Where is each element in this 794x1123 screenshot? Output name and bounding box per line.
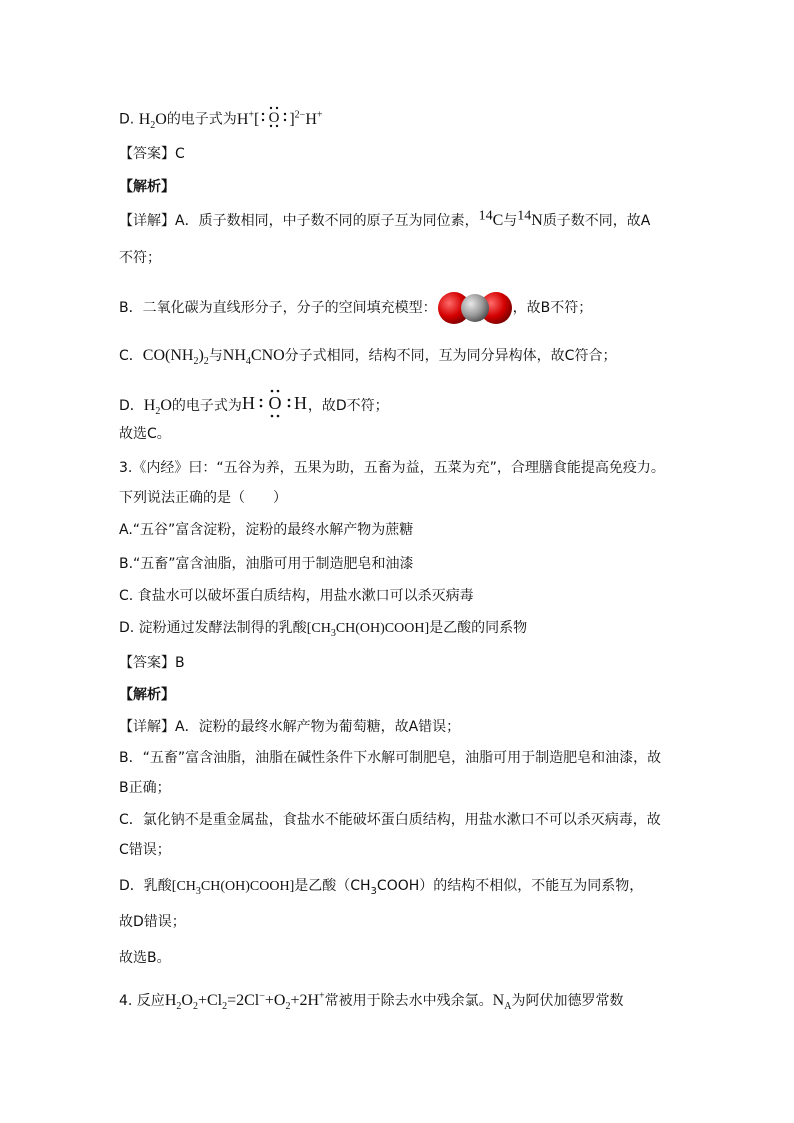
question-3-option-c: C. 食盐水可以破坏蛋白质结构，用盐水漱口可以杀灭病毒 bbox=[119, 588, 474, 604]
svg-text:O: O bbox=[268, 393, 282, 413]
answer-label: 【答案】C bbox=[119, 146, 185, 162]
analysis-label-2: 【解析】 bbox=[119, 687, 175, 703]
detail-b-line: B．二氧化碳为直线形分子，分子的空间填充模型： ，故B不符； bbox=[119, 286, 592, 330]
detail-c-line: C．$CO(NH_2)_2$与$NH_4CNO$分子式相同，结构不同，互为同分异构体，故C符合； bbox=[119, 347, 617, 368]
detail-d-line-2: D．乳酸$[CH_3CH(OH)COOH]$是乙酸$(CH_3COOH)$的结构不相似，不能互为同系物， bbox=[119, 878, 644, 897]
svg-text:O: O bbox=[268, 110, 280, 126]
detail-d-line: D．$H_2O$的电子式为 H O H ，故D不符； bbox=[119, 388, 389, 424]
electron-formula-ionic: H+[ O ]$^{2-}$H+ bbox=[237, 111, 323, 128]
question-3-stem: 3.《内经》曰：“五谷为养，五果为助，五畜为益，五菜为充”，合理膳食能提高免疫力。 bbox=[119, 460, 665, 476]
detail-d-cont-2: 故D错误； bbox=[119, 914, 186, 930]
formula-h2o: $H_2O$ bbox=[138, 110, 167, 131]
question-3-option-b: B.“五畜”富含油脂，油脂可用于制造肥皂和油漆 bbox=[119, 556, 414, 572]
question-4-stem: 4. 反应$H_2O_2+Cl_2=2Cl^-+O_2+2H^+$常被用于除去水中残余氯。$N_A$为阿伏加德罗常数 bbox=[119, 990, 624, 1013]
detail-b-line-2: B．“五畜”富含油脂，油脂在碱性条件下水解可制肥皂，油脂可用于制造肥皂和油漆，故 bbox=[119, 750, 662, 766]
detail-a-line-2: 【详解】A．淀粉的最终水解产物为葡萄糖，故A错误； bbox=[119, 719, 461, 735]
detail-a-cont: 不符； bbox=[119, 250, 161, 266]
co2-space-filling-model-icon bbox=[437, 286, 513, 330]
detail-c-cont-2: C错误； bbox=[119, 842, 171, 858]
oxygen-lone-pairs-icon bbox=[259, 106, 289, 134]
question-3-option-d: D. 淀粉通过发酵法制得的乳酸$[CH_3CH(OH)COOH]$是乙酸的同系物 bbox=[119, 620, 528, 639]
answer-label-2: 【答案】B bbox=[119, 655, 185, 671]
question-3-prompt: 下列说法正确的是（ ） bbox=[119, 490, 287, 506]
h2o-electron-formula-icon bbox=[242, 388, 308, 424]
analysis-label: 【解析】 bbox=[119, 179, 175, 195]
detail-b-cont-2: B正确； bbox=[119, 780, 171, 796]
svg-text:H: H bbox=[241, 393, 255, 413]
conclusion-c: 故选C。 bbox=[119, 426, 171, 442]
detail-c-line-2: C．氯化钠不是重金属盐，食盐水不能破坏蛋白质结构，用盐水漱口不可以杀灭病毒，故 bbox=[119, 812, 661, 828]
question-3-option-a: A.“五谷”富含淀粉，淀粉的最终水解产物为蔗糖 bbox=[119, 522, 414, 538]
conclusion-b: 故选B。 bbox=[119, 950, 171, 966]
svg-text:H: H bbox=[293, 393, 307, 413]
option-d-line: D. $H_2O$的电子式为H+[ O ]$^{2-}$H+ bbox=[119, 106, 323, 134]
detail-a-line: 【详解】A．质子数相同，中子数不同的原子互为同位素，$^{14}$C与$^{14}$N质子数不同，故A bbox=[119, 208, 651, 229]
